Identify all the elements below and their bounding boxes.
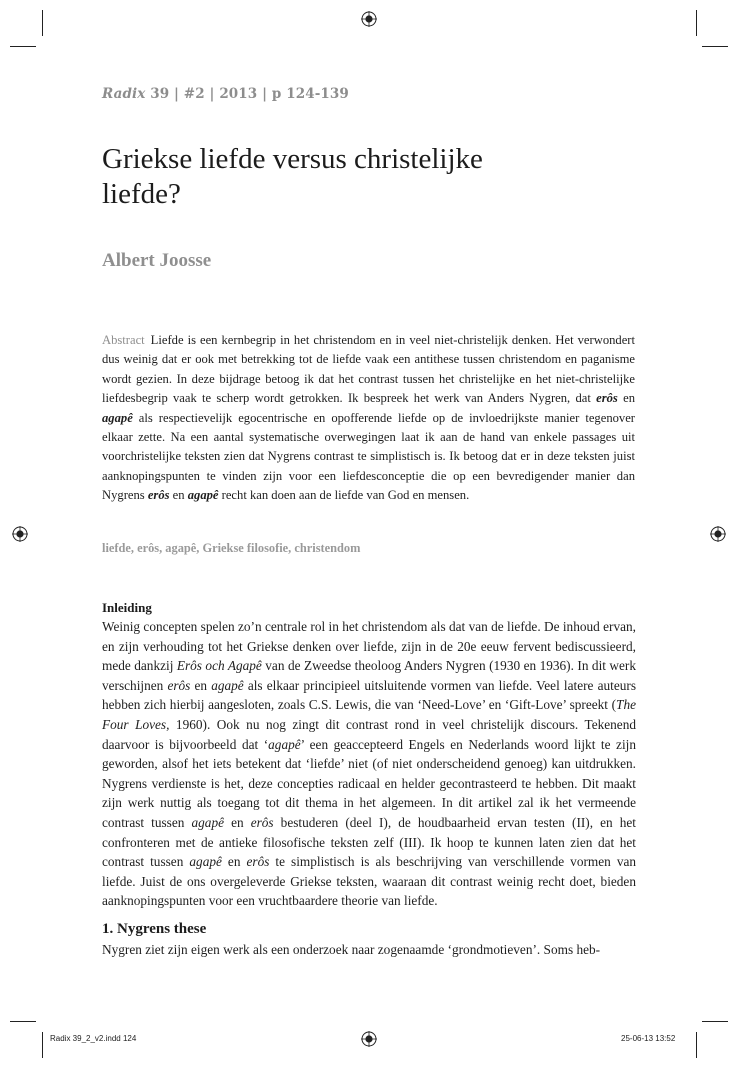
text-run: en (224, 814, 251, 830)
text-run: en (190, 677, 212, 693)
italic-term: agapê (211, 677, 244, 693)
crop-mark (696, 1032, 697, 1058)
text-run: te simplistisch is als beschrijving van verschillende vormen van liefde. Juist de ons overgeleverde Griekse teksten, waaraan dit contrast weinig recht doet, bieden aanknopingspunten voor een vruchtbaardere theorie van liefde. (102, 854, 637, 909)
text-run: van de Zweedse theoloog Anders Nygren (1930 en 1936). In dit werk verschijnen (102, 658, 636, 693)
emphasis-term: erôs (147, 488, 170, 503)
crop-mark (702, 46, 728, 47)
slug-file-info: Radix 39_2_v2.indd 124 (50, 1034, 137, 1043)
intro-paragraph (102, 617, 636, 911)
crop-mark (42, 1032, 43, 1058)
crop-mark (42, 10, 43, 36)
slug-date: 25-06-13 13:52 (621, 1034, 676, 1043)
registration-mark-icon (361, 1031, 377, 1047)
journal-citation (102, 86, 349, 102)
emphasis-term: agapê (102, 410, 133, 425)
citation-details: 39 | #2 | 2013 | p 124-139 (145, 86, 349, 102)
crop-mark (696, 10, 697, 36)
text-run: en (617, 391, 635, 406)
section-heading-intro: Inleiding (102, 600, 152, 615)
italic-term: agapê (268, 736, 301, 752)
italic-term: agapê (189, 854, 222, 870)
registration-mark-icon (12, 526, 28, 542)
text-run: Liefde is een kernbegrip in het christendom en in veel niet-christelijk denken. Het verwondert dus weinig dat er ook met betrekking tot de liefde vaak een antithese tussen christendom en paganisme wordt gezien. In deze bijdrage betoog ik dat het contrast tussen het christelijke en het niet-christelijke liefdesbegrip vaak te scherp wordt getrokken. Ik bespreek het werk van Anders Nygren, dat (102, 333, 635, 406)
registration-mark-icon (710, 526, 726, 542)
emphasis-term: agapê (187, 488, 219, 503)
italic-term: Erôs och Agapê (176, 658, 262, 674)
italic-term: erôs (246, 854, 270, 870)
text-run: en (169, 488, 188, 503)
crop-mark (10, 1021, 36, 1022)
text-run: bestuderen (deel I), de houdbaarheid ervan testen (II), en het confronteren met de antieke filosofische teksten zelf (III). Ik hoop te kunnen laten zien dat het contrast tussen (102, 814, 637, 870)
crop-mark (10, 46, 36, 47)
article-title: Griekse liefde versus christelijke liefde? (102, 143, 483, 210)
italic-term: erôs (250, 814, 274, 830)
emphasis-term: erôs (596, 391, 618, 406)
keywords: liefde, erôs, agapê, Griekse filosofie, christendom (102, 541, 361, 555)
text-run: en (221, 854, 247, 870)
text-run: Weinig concepten spelen zo’n centrale rol in het christendom als dat van de liefde. De inhoud ervan, en zijn verhouding tot het Griekse denken over liefde, zijn in de 20e eeuw fervent bediscussieerd, mede dankzij (102, 619, 636, 674)
abstract-text (102, 333, 635, 502)
text-run: ’ een geaccepteerd Engels en Nederlands woord lijkt te zijn geworden, alsof het iets betekent dat ‘liefde’ niet (of niet onderscheidend genoeg) kan uitdrukken. Nygrens verdienste is het, deze concepties radicaal en helder gecontrasteerd te hebben. Dit maakt zijn werk nuttig als toegang tot dit thema in het algemeen. In dit artikel zal ik het vermeende contrast tussen (102, 736, 636, 830)
text-run: als respectievelijk egocentrische en opofferende liefde op de invloedrijkste manier tegenover elkaar zette. Na een aantal systematische overwegingen laat ik aan de hand van enkele passages uit voorchristelijke teksten zien dat Nygrens contrast te simplistisch is. Ik betoog dat er in deze teksten juist aanknopingspunten te vinden zijn voor een liefdesconceptie die op een bevredigender manier dan Nygrens (102, 410, 635, 503)
text-run: 1960). Ook nu nog zingt dit contrast rond in veel christelijk discours. Tekenend daarvoor is bijvoorbeeld dat ‘ (102, 716, 636, 752)
italic-term: The Four Loves, (102, 697, 636, 732)
abstract-label: Abstract (102, 333, 145, 347)
text-run: recht kan doen aan de liefde van God en mensen. (218, 488, 470, 503)
text-run: als elkaar principieel uitsluitende vormen van liefde. Veel latere auteurs hebben zich hierbij aangesloten, zoals C.S. Lewis, die van ‘Need-Love’ en ‘Gift-Love’ spreekt ( (102, 677, 636, 713)
section-heading-1: 1. Nygrens these (102, 921, 207, 937)
journal-name: Radix (102, 86, 146, 102)
crop-mark (702, 1021, 728, 1022)
registration-mark-icon (361, 11, 377, 27)
article-author: Albert Joosse (102, 250, 212, 271)
section1-paragraph: Nygren ziet zijn eigen werk als een onderzoek naar zogenaamde ‘grondmotieven’. Soms heb- (102, 942, 601, 957)
italic-term: agapê (191, 814, 224, 830)
abstract (102, 331, 635, 506)
italic-term: erôs (167, 677, 191, 693)
